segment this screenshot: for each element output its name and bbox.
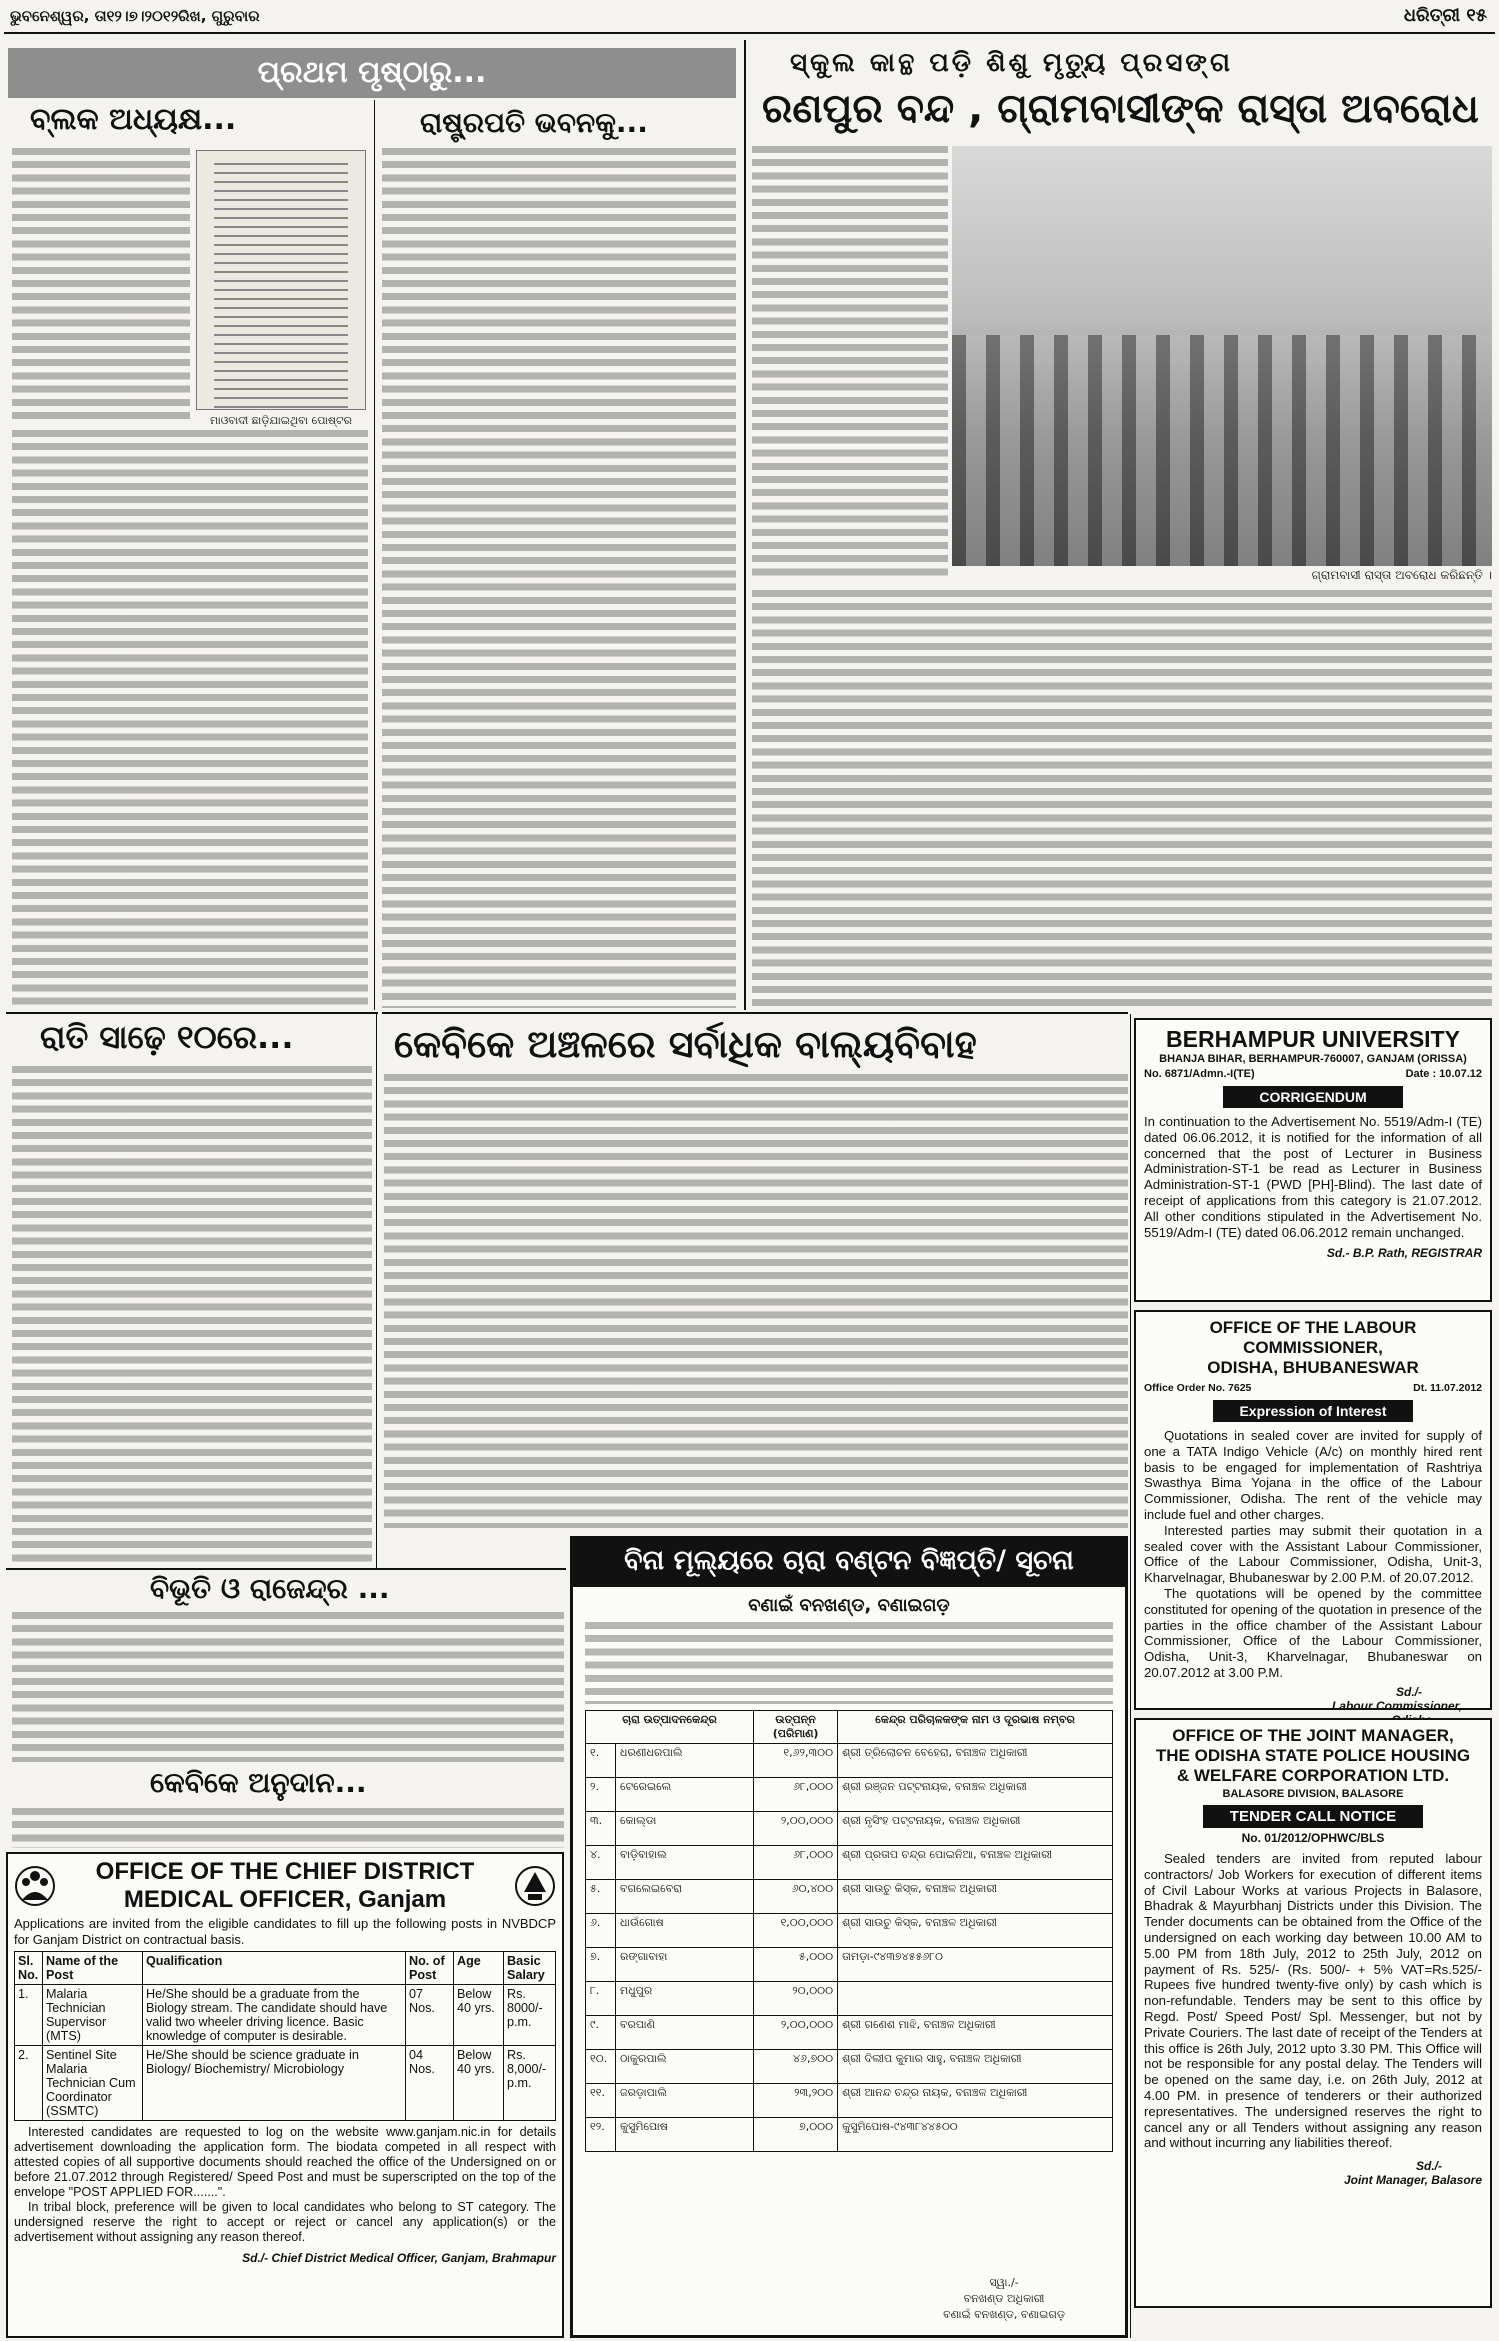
row-manager: ଶ୍ରୀ ସାଉଚୁ କିସ୍କ, ବନାଞ୍ଚଳ ଅଧିକାରୀ [838,1914,1113,1948]
page-number [1404,5,1487,26]
lc-para-1: Quotations in sealed cover are invited for supply of one a TATA Indigo Vehicle (A/c) on monthly hired rent basis to be engaged for implementation of Rashtriya Swasthya Bima Yojana in the office of the Labour Commissioner, Odisha. The rent of the vehicle may include fuel and other charges. [1144,1428,1482,1522]
row-quantity: ୬୮,୦୦୦ [754,1778,838,1812]
row-manager: ଶ୍ରୀ ରଞ୍ଜନ ପଟ୍ଟନାୟକ, ବନାଞ୍ଚଳ ଅଧିକାରୀ [838,1778,1113,1812]
lc-para-3: The quotations will be opened by the committee constituted for opening of the quotation in presence of the parties in the office chamber of the Assistant Labour Commissioner, Office of the Labour Commissioner, Odisha, Unit-3, Kharvelnagar, Bhubaneswar on 20.07.2012 at 3.00 P.M. [1144,1585,1482,1680]
story-block-chairman-body-2 [12,430,368,1006]
story-ten-thirty-title: ରାତି ସାଢ଼େ ୧୦ରେ... [40,1018,294,1056]
row-manager: ଶ୍ରୀ ସାଉଚୁ କିସ୍କ, ବନାଞ୍ଚଳ ଅଧିକାରୀ [838,1880,1113,1914]
row-manager: ଶ୍ରୀ ପ୍ରତାପ ଚନ୍ଦ୍ର ପୋଇନିଆ, ବନାଞ୍ଚଳ ଅଧିକାରୀ [838,1846,1113,1880]
row-centre: ରଙ୍ଗାବାହା [616,1948,754,1982]
row-sl: ୩. [586,1812,616,1846]
paper-name: ଧରିତ୍ରୀ [1403,5,1461,26]
maoist-poster-caption: ମାଓବାଦୀ ଛାଡ଼ିଯାଇଥିବା ପୋଷ୍ଟର [209,414,353,427]
table-row [586,1744,1113,1778]
col-centre: ଚାରା ଉତ୍ପାଦନକେନ୍ଦ୍ର [586,1711,754,1744]
row-centre: ମଧୁପୁର [616,1982,754,2016]
fodder-sign-2: ବନଖଣ୍ଡ ଅଧିକାରୀ [963,2292,1045,2305]
cdmo-signature: Sd./- Chief District Medical Officer, Ganjam, Brahmapur [242,2250,556,2265]
table-row [586,2050,1113,2084]
row-manager: ଶ୍ରୀ ଆନନ୍ଦ ଚନ୍ଦ୍ର ନାୟକ, ବନାଞ୍ଚଳ ଅଧିକାରୀ [838,2084,1113,2118]
dateline: ଭୁବନେଶ୍ୱର, ତା୧୨।୭।୨୦୧୨ରିଖ, ଗୁରୁବାର [10,7,260,25]
row-manager: ଶ୍ରୀ ଦିଲୀପ କୁମାର ସାହୁ, ବନାଞ୍ଚଳ ଅଧିକାରୀ [838,2050,1113,2084]
col-sl: Sl. No. [15,1951,43,1984]
row-centre: ଟେରେଇଲେ [616,1778,754,1812]
story-kbk-grant-body [12,1808,564,1848]
table-row [586,1914,1113,1948]
page-no: ୧୫ [1466,5,1487,26]
row-sl: ୮. [586,1982,616,2016]
row-quantity: ୪୬,୭୦୦ [754,2050,838,2084]
row-quantity: ୬୦,୪୦୦ [754,1880,838,1914]
row-quantity: ୨,୦୦,୦୦୦ [754,2016,838,2050]
road-blockade-caption: ଗ୍ରାମବାସୀ ରାସ୍ତା ଅବରୋଧ କରିଛନ୍ତି । [1311,568,1492,582]
fodder-sign-1: ସ୍ୱା./- [989,2276,1019,2289]
bu-date: Date : 10.07.12 [1405,1068,1482,1080]
table-row [586,2016,1113,2050]
bu-corrigendum-label: CORRIGENDUM [1223,1086,1403,1108]
col-post: Name of the Post [43,1951,143,1984]
table-row: 1. Malaria Technician Supervisor (MTS) He/She should be a graduate from the Biology stream. The candidate should have valid two wheeler driving licence. Basic knowledge of computer is desirable. 07 Nos. Below 40 yrs. Rs. 8000/- p.m. [15,1984,556,2045]
ph-tender-label: TENDER CALL NOTICE [1203,1805,1423,1828]
ph-body: Sealed tenders are invited from reputed labour contractors/ Job Workers for execution of different items of Civil Labour Works at various Projects in Balasore, Bhadrak & Mayurbhanj Districts under this Division. The Tender documents can be obtained from the Office of the undersigned on each working day between 10.00 AM to 5.00 PM from 18th July, 2012 to 25th July, 2012 on payment of Rs. 525/- (Rs. 500/- + 5% VAT=Rs.525/- Rupees five hundred twenty-five only) by cash which is non-refundable. Tenders may be sent to this office by Regd. Post/ Speed Post/ Spl. Messenger, but not by Private Couriers. The last date of receipt of the Tenders at this office is 26th July, 2012 upto 3.30 PM. This Office will not be responsible for any postal delay. The Tenders will be opened on the same day, i.e. on 26th July, 2012 at 4.00 PM. in presence of tenderers or their authorized representatives. The undersigned reserves the right to cancel any or all Tenders without assigning any reason and without incurring any liabilities thereof. [1144,1851,1482,2151]
table-row [586,1982,1113,2016]
row-centre: କୁସୁମିପୋଷ [616,2118,754,2152]
cdmo-note-2: In tribal block, preference will be given to local candidates who belong to ST category. The undersigned reserve the right to accept or reject or cancel any application(s) or the advertisement without assigning any reason thereof. [14,2199,556,2244]
row-quantity: ୫,୦୦୦ [754,1948,838,1982]
story-ten-thirty-body [12,1066,372,1566]
lead-story-body-cols [752,590,1492,1008]
col-salary: Basic Salary [504,1951,556,1984]
row-centre: ବାଡ଼ିବାହାଲ [616,1846,754,1880]
story-bibhuti-rajendra-body [12,1612,564,1762]
bu-signature: Sd.- B.P. Rath, REGISTRAR [1326,1246,1482,1261]
lc-name-2: ODISHA, BHUBANESWAR [1207,1358,1419,1377]
story-kbk-grant-title: କେବିକେ ଅନୁଦାନ... [150,1766,367,1799]
row-centre: ବଗଲେଇବେରା [616,1880,754,1914]
health-emblem-icon [14,1862,56,1910]
lc-date: Dt. 11.07.2012 [1413,1382,1482,1394]
bu-memo-no: No. 6871/Admn.-I(TE) [1144,1068,1255,1080]
row-quantity: ୧,୬୨,୩୦୦ [754,1744,838,1778]
lc-order-no: Office Order No. 7625 [1144,1382,1252,1394]
row-manager: ଶ୍ରୀ ନୃସିଂହ ପଟ୍ଟନାୟକ, ବନାଞ୍ଚଳ ଅଧିକାରୀ [838,1812,1113,1846]
row-quantity: ୨୩,୨୦୦ [754,2084,838,2118]
row-sl: ୬. [586,1914,616,1948]
lc-sign-2: Labour Commissioner, [1331,1698,1462,1713]
table-row [586,1880,1113,1914]
fodder-subtitle: ବଣାଇଁ ବନଖଣ୍ଡ, ବଣାଇଗଡ଼ [748,1595,950,1616]
bu-address: BHANJA BIHAR, BERHAMPUR-760007, GANJAM (ORISSA) [1159,1053,1467,1065]
bu-name: BERHAMPUR UNIVERSITY [1166,1026,1460,1052]
nvbdcp-emblem-icon [514,1862,556,1910]
cdmo-title-1: OFFICE OF THE CHIEF DISTRICT [95,1858,475,1885]
ph-name-2: THE ODISHA STATE POLICE HOUSING [1155,1746,1471,1765]
row-manager: ଶ୍ରୀ ଗଣେଶ ମାଝି, ବନାଞ୍ଚଳ ଅଧିକାରୀ [838,2016,1113,2050]
table-row: 2. Sentinel Site Malaria Technician Cum Coordinator (SSMTC) He/She should be science graduate in Biology/ Biochemistry/ Microbiology 04 Nos. Below 40 yrs. Rs. 8,000/- p.m. [15,2045,556,2120]
cdmo-note-1: Interested candidates are requested to log on the website www.ganjam.nic.in for details advertisement downloading the application form. The biodata competed in all respect with attested copies of all supportive documents should reached the office of the Undersigned on or before 21.07.2012 through Registered/ Speed Post and must be superscripted on the top of the envelope "POST APPLIED FOR.......". [14,2124,556,2199]
berhampur-university-ad [1134,1018,1492,1302]
row-manager: ତାମଡ଼ା-୯୪୩୭୪୫୫୬୮୦ [838,1948,1113,1982]
row-manager: କୁସୁମିପୋଷ-୯୪୩୮୪୪୫୦୦ [838,2118,1113,2152]
col-manager: କେନ୍ଦ୍ର ପରିଚାଳକଙ୍କ ନାମ ଓ ଦୂରଭାଷ ନମ୍ବର [838,1711,1113,1744]
row-quantity: ୭,୦୦୦ [754,2118,838,2152]
lc-name-1: OFFICE OF THE LABOUR COMMISSIONER, [1209,1318,1417,1357]
row-centre: ଧରଣୀଧରପାଲି [616,1744,754,1778]
row-sl: ୧୧. [586,2084,616,2118]
ph-sign-1: Sd./- [1416,2159,1442,2174]
story-block-chairman-body [12,148,190,424]
fodder-title: ବିନା ମୂଲ୍ୟରେ ଚାରା ବଣ୍ଟନ ବିଜ୍ଞପ୍ତି/ ସୂଚନା [573,1539,1125,1587]
ph-number: No. 01/2012/OPHWC/BLS [1241,1831,1385,1845]
continued-from-front-banner: ପ୍ରଥମ ପୃଷ୍ଠାରୁ... [8,48,736,98]
fodder-sign-3: ବଣାଇଁ ବନଖଣ୍ଡ, ବଣାଇଗଡ଼ [943,2308,1065,2321]
row-sl: ୪. [586,1846,616,1880]
col-age: Age [454,1951,504,1984]
col-quantity: ଉତ୍ପନ୍ନ (ପରିମାଣ) [754,1711,838,1744]
ph-name-3: & WELFARE CORPORATION LTD. [1176,1766,1450,1785]
police-housing-tender-ad [1134,1718,1492,2308]
lead-story-body-col1 [752,146,948,576]
lead-headline: ରଣପୁର ବନ୍ଦ , ଗ୍ରାମବାସୀଙ୍କ ରାସ୍ତା ଅବରୋଧ [762,86,1479,132]
row-centre: ଜରଡ଼ାପାଲି [616,2084,754,2118]
fodder-distribution-notice [570,1536,1128,2338]
row-quantity: ୧,୦୦,୦୦୦ [754,1914,838,1948]
row-centre: ଧାଉଁଗୋଷ [616,1914,754,1948]
road-blockade-photo [952,146,1492,566]
lc-eoi-label: Expression of Interest [1213,1400,1413,1422]
col-qualification: Qualification [143,1951,406,1984]
ph-division: BALASORE DIVISION, BALASORE [1222,1788,1404,1800]
story-president-house-body [382,148,736,1008]
fodder-intro [585,1622,1113,1704]
lead-kicker: ସ୍କୁଲ କାନ୍ଥ ପଡ଼ି ଶିଶୁ ମୃତ୍ୟୁ ପ୍ରସଙ୍ଗ [790,48,1233,78]
ph-sign-2: Joint Manager, Balasore [1343,2173,1482,2188]
table-row [586,2118,1113,2152]
cdmo-ganjam-ad [6,1852,564,2338]
maoist-poster-image [196,150,366,410]
story-president-house-title: ରାଷ୍ଟ୍ରପତି ଭବନକୁ... [420,106,648,139]
row-quantity: ୨,୦୦,୦୦୦ [754,1812,838,1846]
row-quantity: ୨୦,୦୦୦ [754,1982,838,2016]
row-sl: ୧୦. [586,2050,616,2084]
cdmo-title-2: MEDICAL OFFICER, Ganjam [123,1886,447,1913]
row-sl: ୯. [586,2016,616,2050]
row-centre: କୋଲ୍ଡା [616,1812,754,1846]
table-row [586,1846,1113,1880]
row-manager: ଶ୍ରୀ ତ୍ରିଲୋଚନ ବେହେରା, ବନାଞ୍ଚଳ ଅଧିକାରୀ [838,1744,1113,1778]
ph-name-1: OFFICE OF THE JOINT MANAGER, [1172,1726,1454,1745]
story-bibhuti-rajendra-title: ବିଭୂତି ଓ ରାଜେନ୍ଦ୍ର ... [150,1572,390,1605]
row-sl: ୧. [586,1744,616,1778]
cdmo-posts-table [14,1951,556,2121]
fodder-table [585,1710,1113,2152]
table-row [586,2084,1113,2118]
table-row [586,1812,1113,1846]
row-sl: ୭. [586,1948,616,1982]
row-centre: ବରପାଣି [616,2016,754,2050]
cdmo-intro: Applications are invited from the eligible candidates to fill up the following posts in NVBDCP for Ganjam District on contractual basis. [14,1916,556,1947]
row-sl: ୫. [586,1880,616,1914]
row-manager [838,1982,1113,2016]
labour-commissioner-ad [1134,1310,1492,1713]
bu-body: In continuation to the Advertisement No. 5519/Adm-I (TE) dated 06.06.2012, it is notified for the information of all concerned that the post of Lecturer in Business Administration-ST-1 be read as Lecturer in Business Administration-ST-1 (PWD [PH]-Blind). The last date of receipt of applications from this category is 21.07.2012. All other conditions stipulated in the Advertisement No. 5519/Adm-I (TE) dated 06.06.2012 remain unchanged. [1144,1114,1482,1240]
story-block-chairman-title: ବ୍ଲକ ଅଧ୍ୟକ୍ଷ... [30,102,237,137]
row-sl: ୧୨. [586,2118,616,2152]
table-row [586,1948,1113,1982]
child-marriage-body [384,1074,1128,1528]
child-marriage-headline: କେବିକେ ଅଞ୍ଚଳରେ ସର୍ବାଧିକ ବାଲ୍ୟବିବାହ [394,1022,977,1066]
col-no-of-post: No. of Post [406,1951,454,1984]
lc-sign-1: Sd./- [1396,1684,1422,1699]
table-row [586,1778,1113,1812]
lc-para-2: Interested parties may submit their quotation in a sealed cover with the Assistant Labour Commissioner, Office of the Labour Commissioner, Odisha, Unit-3, Kharvelnagar, Bhubaneswar by 2.00 P.M. of 20.07.2012. [1144,1522,1482,1586]
row-centre: ଠାକୁରପାଲି [616,2050,754,2084]
row-quantity: ୬୮,୦୦୦ [754,1846,838,1880]
masthead [4,0,1495,34]
row-sl: ୨. [586,1778,616,1812]
